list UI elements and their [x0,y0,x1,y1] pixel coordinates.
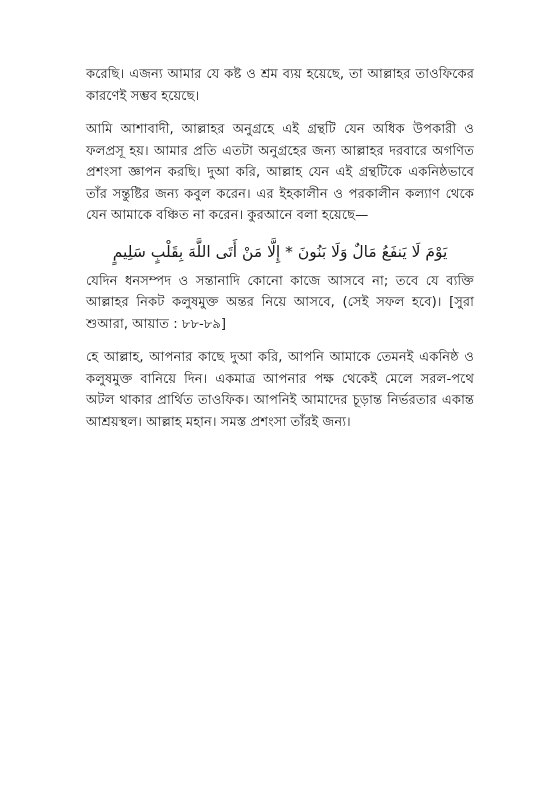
paragraph-verse-translation: যেদিন ধনসম্পদ ও সন্তানাদি কোনো কাজে আসবে না; তবে যে ব্যক্তি আল্লাহর নিকট কলুষমুক্ত অন্তর নিয়ে আসবে, (সেই সফল হবে)। [সুরা শুআরা, আয়াত : ৮৮-৮৯] [86,273,474,332]
paragraph-hope-and-prayer: আমি আশাবাদী, আল্লাহর অনুগ্রহে এই গ্রন্থটি যেন অধিক উপকারী ও ফলপ্রসূ হয়। আমার প্রতি এতটা অনুগ্রহের জন্য আল্লাহর দরবারে অগণিত প্রশংসা জ্ঞাপন করছি। দুআ করি, আল্লাহ যেন এই গ্রন্থটিকে একনিষ্ঠভাবে তাঁর সন্তুষ্টির জন্য কবুল করেন। এর ইহকালীন ও পরকালীন কল্যাণ থেকে যেন আমাকে বঞ্চিত না করেন। কুরআনে বলা হয়েছে— [86,122,474,223]
quran-verse-arabic: يَوْمَ لَا يَنفَعُ مَالٌ وَلَا بَنُونَ * إِلَّا مَنْ أَتَى اللَّهَ بِقَلْبٍ سَلِيمٍ [112,242,448,261]
paragraph-closing-prayer: হে আল্লাহ, আপনার কাছে দুআ করি, আপনি আমাকে তেমনই একনিষ্ঠ ও কলুষমুক্ত বানিয়ে দিন। একমাত্র আপনার পক্ষ থেকেই মেলে সরল-পথে অটল থাকার প্রার্থিত তাওফিক। আপনিই আমাদের চূড়ান্ত নির্ভরতার একান্ত আশ্রয়স্থল। আল্লাহ মহান। সমস্ত প্রশংসা তাঁরই জন্য। [86,350,474,430]
document-page [86,64,474,445]
paragraph-intro-continuation: করেছি। এজন্য আমার যে কষ্ট ও শ্রম ব্যয় হয়েছে, তা আল্লাহর তাওফিকের কারণেই সম্ভব হয়েছে। [86,67,474,104]
